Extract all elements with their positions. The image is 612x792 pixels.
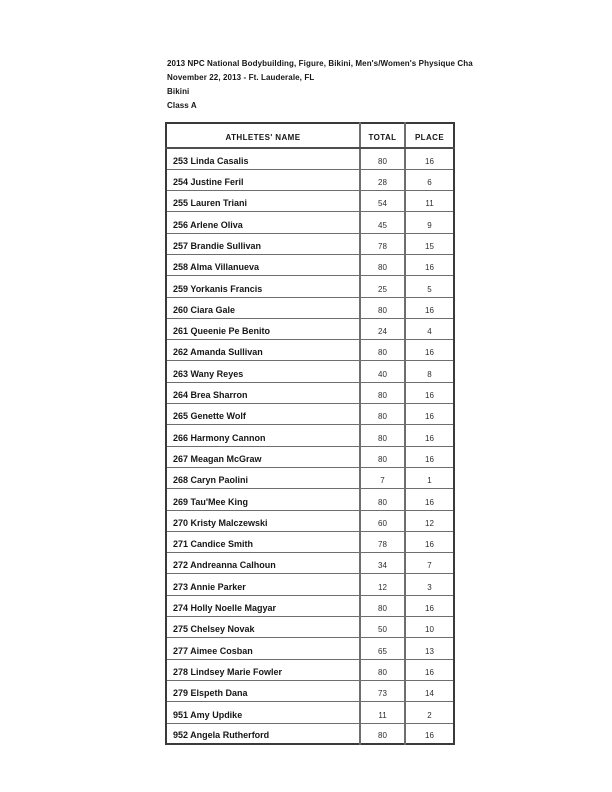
athlete-name: 273 Annie Parker (166, 574, 360, 595)
place-value: 11 (405, 191, 454, 212)
document-title: 2013 NPC National Bodybuilding, Figure, Bikini, Men's/Women's Physique Cha (167, 59, 473, 68)
place-value: 4 (405, 318, 454, 339)
total-score: 78 (360, 531, 405, 552)
total-score: 12 (360, 574, 405, 595)
total-score: 80 (360, 595, 405, 616)
place-value: 15 (405, 233, 454, 254)
athlete-name: 255 Lauren Triani (166, 191, 360, 212)
athlete-name: 264 Brea Sharron (166, 382, 360, 403)
table-row (166, 233, 454, 254)
table-row (166, 680, 454, 701)
total-score: 73 (360, 680, 405, 701)
table-row (166, 404, 454, 425)
table-row (166, 148, 454, 169)
document-class: Class A (167, 101, 197, 110)
place-value: 16 (405, 297, 454, 318)
place-value: 7 (405, 553, 454, 574)
total-score: 54 (360, 191, 405, 212)
place-value: 16 (405, 148, 454, 169)
total-score: 80 (360, 425, 405, 446)
place-value: 13 (405, 638, 454, 659)
place-value: 6 (405, 169, 454, 190)
place-value: 16 (405, 659, 454, 680)
table-row (166, 297, 454, 318)
table-row (166, 276, 454, 297)
place-value: 12 (405, 510, 454, 531)
table-row (166, 617, 454, 638)
total-score: 34 (360, 553, 405, 574)
athlete-name: 254 Justine Feril (166, 169, 360, 190)
athlete-name: 268 Caryn Paolini (166, 467, 360, 488)
table-row (166, 638, 454, 659)
total-score: 50 (360, 617, 405, 638)
athlete-name: 260 Ciara Gale (166, 297, 360, 318)
table-row (166, 595, 454, 616)
place-value: 16 (405, 531, 454, 552)
athlete-name: 277 Aimee Cosban (166, 638, 360, 659)
total-score: 45 (360, 212, 405, 233)
table-row (166, 467, 454, 488)
place-value: 16 (405, 404, 454, 425)
place-value: 16 (405, 254, 454, 275)
athlete-name: 261 Queenie Pe Benito (166, 318, 360, 339)
athlete-name: 253 Linda Casalis (166, 148, 360, 169)
table-row (166, 212, 454, 233)
athlete-name: 951 Amy Updike (166, 702, 360, 723)
total-score: 80 (360, 340, 405, 361)
athlete-name: 263 Wany Reyes (166, 361, 360, 382)
table-row (166, 425, 454, 446)
place-value: 14 (405, 680, 454, 701)
total-score: 80 (360, 723, 405, 744)
table-header-row (166, 123, 454, 148)
table-row (166, 489, 454, 510)
table-row (166, 553, 454, 574)
table-row (166, 446, 454, 467)
athlete-name: 272 Andreanna Calhoun (166, 553, 360, 574)
place-value: 16 (405, 446, 454, 467)
athlete-name: 279 Elspeth Dana (166, 680, 360, 701)
table-row (166, 361, 454, 382)
athlete-name: 262 Amanda Sullivan (166, 340, 360, 361)
place-value: 8 (405, 361, 454, 382)
place-value: 9 (405, 212, 454, 233)
place-value: 16 (405, 340, 454, 361)
total-score: 11 (360, 702, 405, 723)
athlete-name: 256 Arlene Oliva (166, 212, 360, 233)
athlete-name: 269 Tau'Mee King (166, 489, 360, 510)
total-score: 78 (360, 233, 405, 254)
total-score: 80 (360, 659, 405, 680)
place-value: 16 (405, 425, 454, 446)
table-row (166, 702, 454, 723)
total-score: 80 (360, 297, 405, 318)
athlete-name: 258 Alma Villanueva (166, 254, 360, 275)
document-division: Bikini (167, 87, 190, 96)
athlete-name: 270 Kristy Malczewski (166, 510, 360, 531)
place-value: 5 (405, 276, 454, 297)
athlete-name: 266 Harmony Cannon (166, 425, 360, 446)
table-row (166, 531, 454, 552)
place-value: 16 (405, 595, 454, 616)
total-score: 80 (360, 148, 405, 169)
table-row (166, 191, 454, 212)
total-score: 28 (360, 169, 405, 190)
athlete-name: 952 Angela Rutherford (166, 723, 360, 744)
table-row (166, 318, 454, 339)
total-score: 80 (360, 446, 405, 467)
table-row (166, 510, 454, 531)
total-score: 80 (360, 404, 405, 425)
table-row (166, 659, 454, 680)
total-score: 40 (360, 361, 405, 382)
total-score: 65 (360, 638, 405, 659)
table-row (166, 574, 454, 595)
results-table (165, 122, 455, 745)
place-value: 16 (405, 723, 454, 744)
table-body (166, 148, 454, 744)
athlete-name: 265 Genette Wolf (166, 404, 360, 425)
column-header-athletes-name: ATHLETES' NAME (166, 123, 360, 148)
total-score: 7 (360, 467, 405, 488)
column-header-place: PLACE (405, 123, 454, 148)
athlete-name: 278 Lindsey Marie Fowler (166, 659, 360, 680)
table-row (166, 340, 454, 361)
total-score: 25 (360, 276, 405, 297)
table-row (166, 723, 454, 744)
athlete-name: 267 Meagan McGraw (166, 446, 360, 467)
athlete-name: 275 Chelsey Novak (166, 617, 360, 638)
place-value: 10 (405, 617, 454, 638)
document-header (167, 57, 473, 113)
place-value: 3 (405, 574, 454, 595)
place-value: 2 (405, 702, 454, 723)
table-row (166, 382, 454, 403)
athlete-name: 271 Candice Smith (166, 531, 360, 552)
athlete-name: 274 Holly Noelle Magyar (166, 595, 360, 616)
athlete-name: 257 Brandie Sullivan (166, 233, 360, 254)
place-value: 16 (405, 382, 454, 403)
athlete-name: 259 Yorkanis Francis (166, 276, 360, 297)
place-value: 16 (405, 489, 454, 510)
place-value: 1 (405, 467, 454, 488)
total-score: 80 (360, 382, 405, 403)
column-header-total: TOTAL (360, 123, 405, 148)
table-row (166, 169, 454, 190)
total-score: 80 (360, 489, 405, 510)
document-date-location: November 22, 2013 - Ft. Lauderale, FL (167, 73, 315, 82)
table-row (166, 254, 454, 275)
total-score: 60 (360, 510, 405, 531)
total-score: 24 (360, 318, 405, 339)
total-score: 80 (360, 254, 405, 275)
